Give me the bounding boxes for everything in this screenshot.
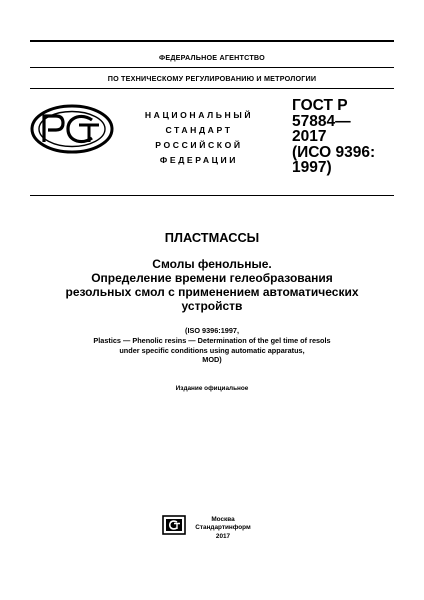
designation-line: 1997) (292, 159, 332, 176)
publisher-name: Стандартинформ (195, 524, 251, 532)
subtitle-line: Определение времени гелеобразования (91, 271, 333, 285)
agency-name-line-2: ПО ТЕХНИЧЕСКОМУ РЕГУЛИРОВАНИЮ И МЕТРОЛОГИИ (107, 74, 317, 83)
subtitle-line: устройств (181, 299, 243, 313)
designation-line: (ИСО 9396: (292, 143, 376, 161)
gost-r-logo-icon (30, 104, 114, 159)
national-standard-caption (135, 108, 263, 168)
subtitle-line: резольных смол с применением автоматических (65, 285, 359, 299)
designation-line: 2017 (292, 128, 327, 145)
top-rule-thick (30, 40, 394, 42)
agency-name-line-1: ФЕДЕРАЛЬНОЕ АГЕНТСТВО (159, 53, 265, 62)
standartinform-logo-icon (162, 515, 186, 540)
standard-designation (292, 98, 402, 176)
designation-line: 57884— (292, 112, 351, 130)
national-standard-line: ФЕДЕРАЦИИ (159, 155, 239, 165)
document-title: ПЛАСТМАССЫ (164, 230, 260, 245)
subtitle-line: Смолы фенольные. (152, 257, 272, 271)
national-standard-line: НАЦИОНАЛЬНЫЙ (144, 110, 254, 120)
edition-note: Издание официальное (175, 385, 249, 392)
iso-reference-line: (ISO 9396:1997, (185, 326, 239, 335)
publisher-city: Москва (211, 516, 235, 523)
header-rule-bottom (30, 195, 394, 196)
publisher-info (188, 516, 258, 541)
document-subtitle (60, 257, 364, 313)
national-standard-line: СТАНДАРТ (165, 125, 233, 135)
publisher-year: 2017 (215, 532, 231, 540)
header-rule-1 (30, 67, 394, 68)
header-rule-2 (30, 88, 394, 89)
iso-reference-line: under specific conditions using automatic apparatus, (119, 345, 305, 355)
designation-line: ГОСТ Р (292, 97, 348, 114)
iso-reference (40, 326, 384, 365)
national-standard-line: РОССИЙСКОЙ (155, 140, 243, 150)
iso-reference-line: MOD) (202, 355, 222, 365)
iso-reference-line: Plastics — Phenolic resins — Determination of the gel time of resols (93, 335, 331, 345)
